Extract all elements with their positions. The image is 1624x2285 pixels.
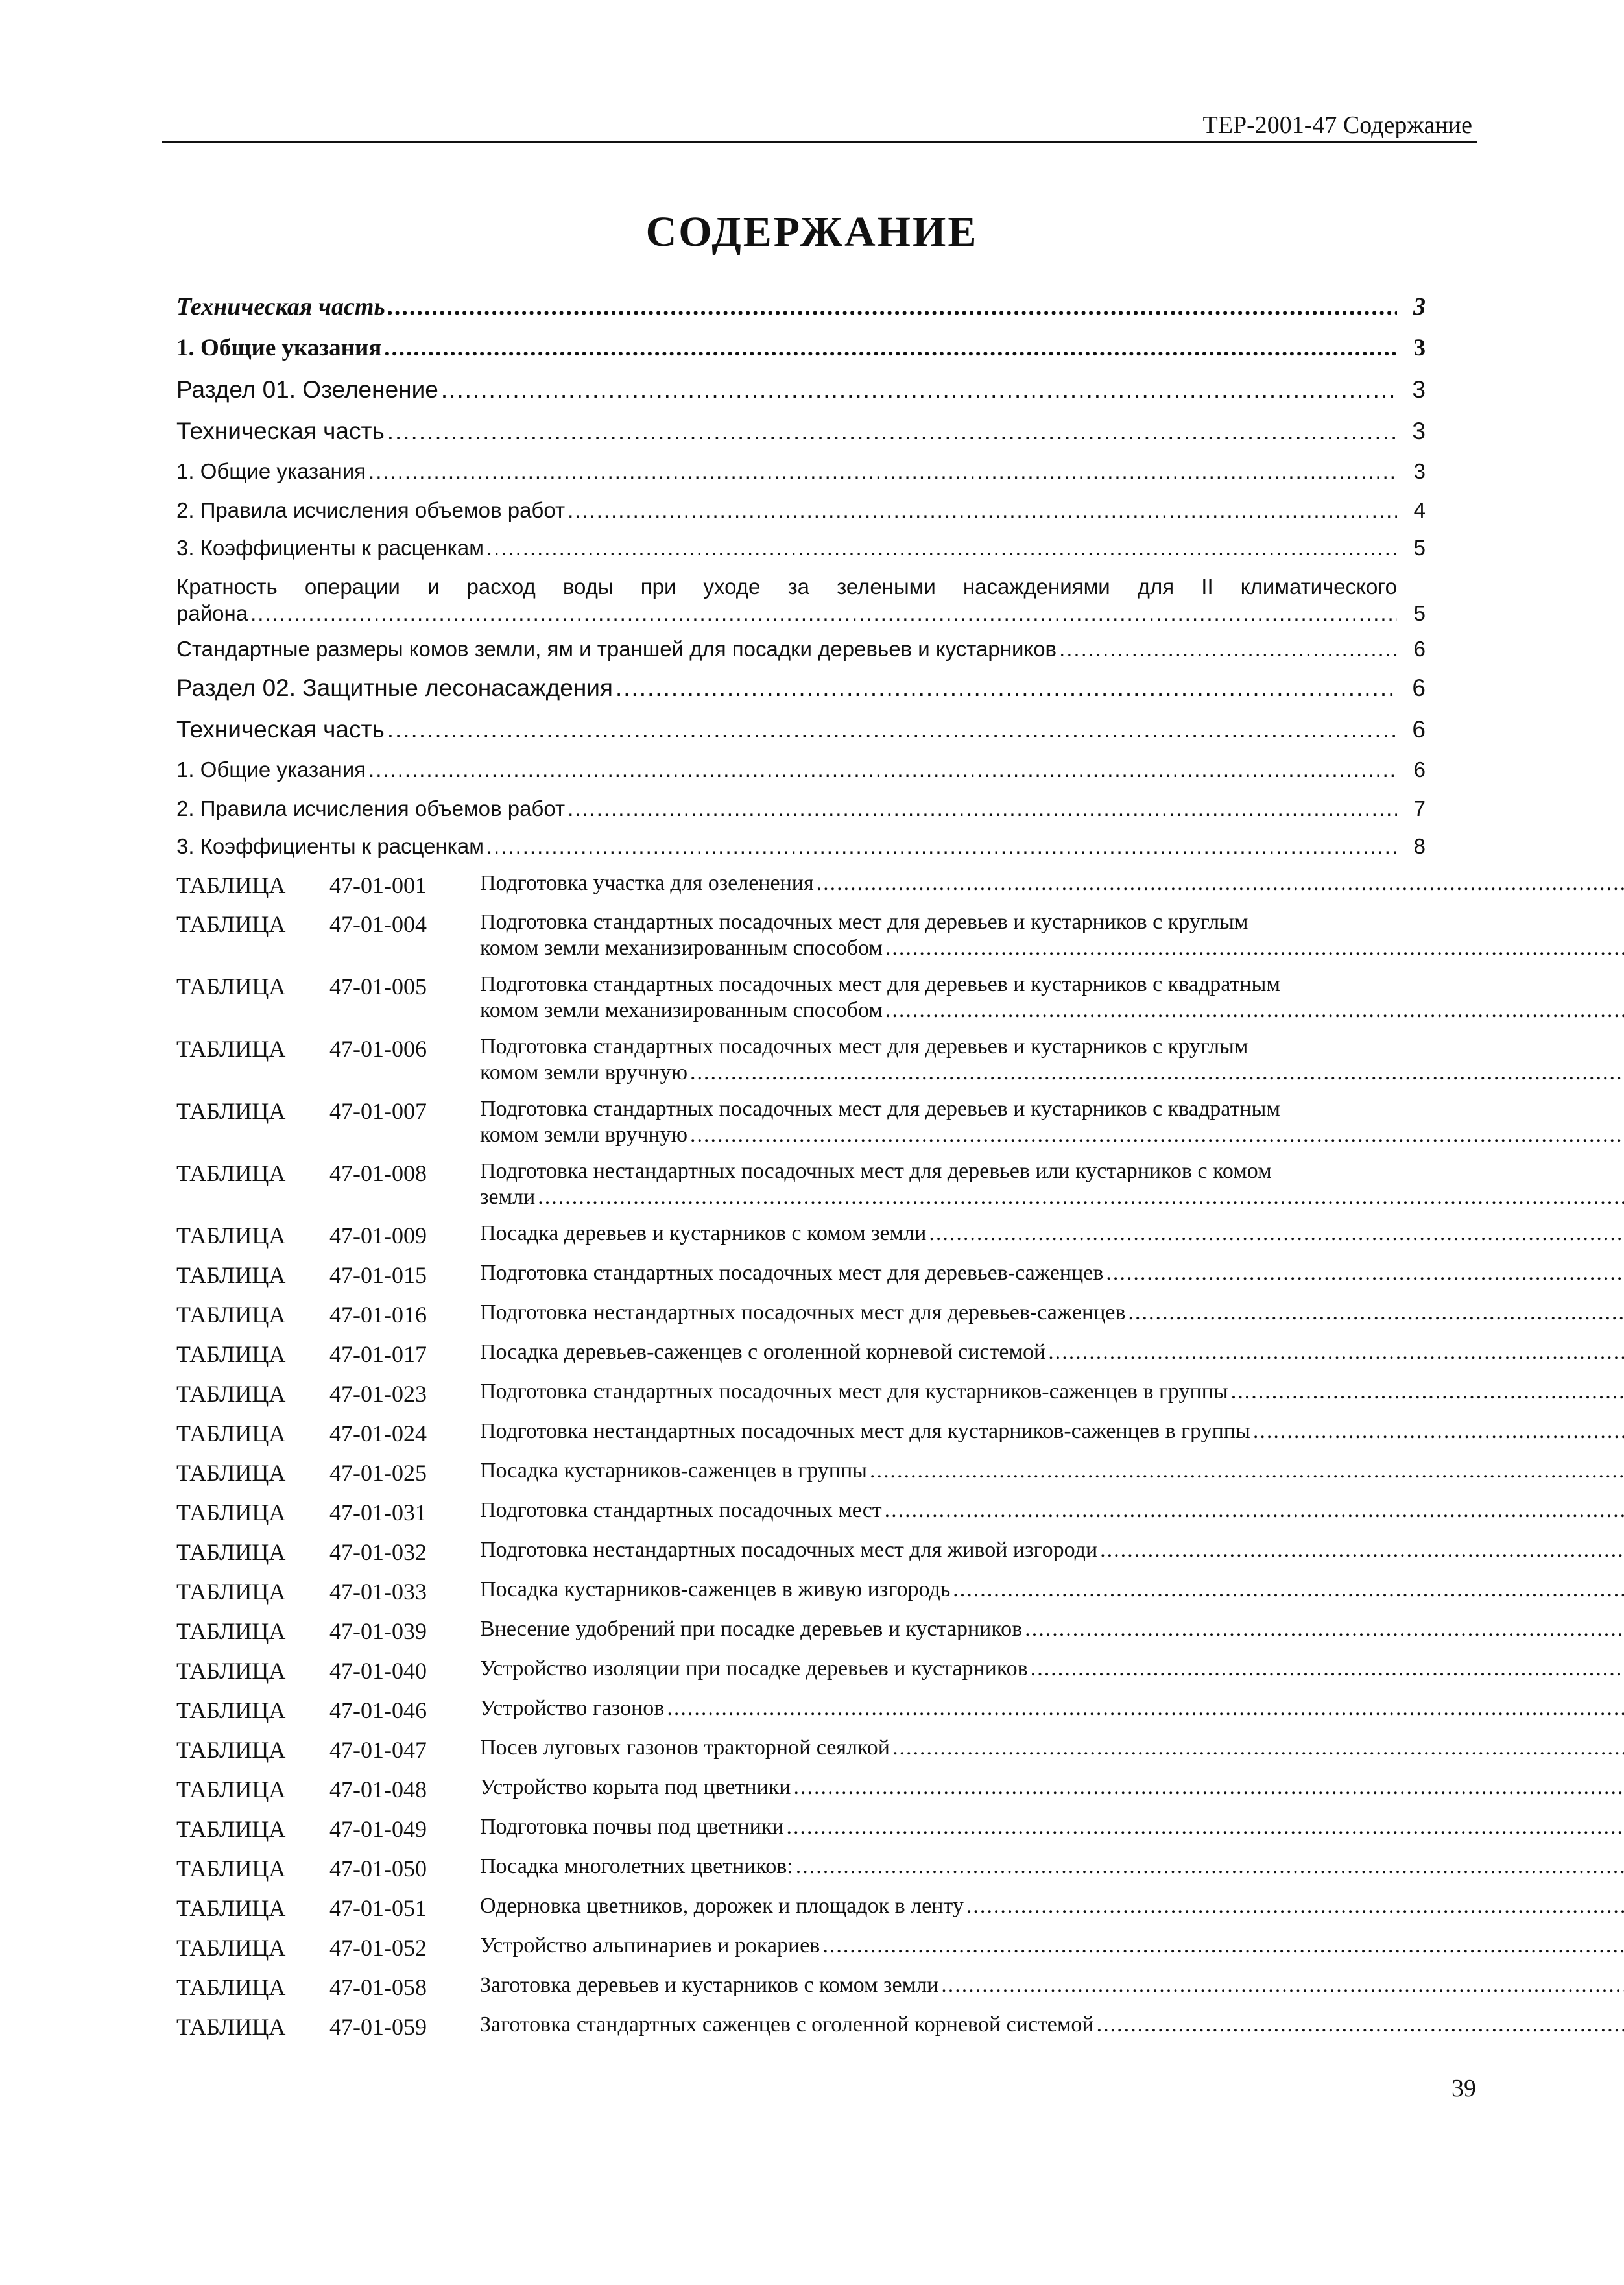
toc-entry[interactable]: 1. Общие указания ..... 3 (176, 458, 1426, 497)
toc-entry[interactable]: Стандартные размеры комов земли, ям и траншей для посадки деревьев и кустарников ..... 6 (176, 636, 1426, 673)
table-row[interactable]: ТАБЛИЦА 47-01-033 Посадка кустарников-саженцев в живую изгородь ..... (176, 1577, 1426, 1616)
table-row[interactable]: ТАБЛИЦА 47-01-032 Подготовка нестандартных посадочных мест для живой изгороди ..... (176, 1537, 1426, 1577)
table-row[interactable]: ТАБЛИЦА 47-01-039 Внесение удобрений при посадке деревьев и кустарников ..... (176, 1616, 1426, 1656)
toc-entry[interactable]: Кратность операции и расход воды при уходе за зелеными насаждениями для II климатического района ..... 5 (176, 573, 1426, 636)
table-row[interactable]: ТАБЛИЦА 47-01-004 Подготовка стандартных посадочных мест для деревьев и кустарников с круглым комом земли механизированным способом ..... (176, 909, 1426, 972)
toc-entry[interactable]: Техническая часть ..... 3 (176, 416, 1426, 458)
toc-entry[interactable]: 2. Правила исчисления объемов работ ..... 7 (176, 795, 1426, 833)
page-title: СОДЕРЖАНИЕ (645, 208, 979, 256)
table-row[interactable]: ТАБЛИЦА 47-01-006 Подготовка стандартных посадочных мест для деревьев и кустарников с круглым комом земли вручную ..... (176, 1034, 1426, 1096)
table-row[interactable]: ТАБЛИЦА 47-01-009 Посадка деревьев и кустарников с комом земли ..... (176, 1221, 1426, 1260)
toc-entry[interactable]: Техническая часть ..... 3 (176, 292, 1426, 333)
table-row[interactable]: ТАБЛИЦА 47-01-058 Заготовка деревьев и кустарников с комом земли ..... (176, 1972, 1426, 2012)
table-row[interactable]: ТАБЛИЦА 47-01-052 Устройство альпинариев и рокариев ..... (176, 1933, 1426, 1972)
table-row[interactable]: ТАБЛИЦА 47-01-005 Подготовка стандартных посадочных мест для деревьев и кустарников с квадратным комом земли механизированным способом ..... (176, 972, 1426, 1034)
table-row[interactable]: ТАБЛИЦА 47-01-059 Заготовка стандартных саженцев с оголенной корневой системой ..... (176, 2012, 1426, 2052)
toc-entry[interactable]: Техническая часть ..... 6 (176, 715, 1426, 756)
table-row[interactable]: ТАБЛИЦА 47-01-024 Подготовка нестандартных посадочных мест для кустарников-саженцев в группы ..... (176, 1418, 1426, 1458)
page-header (162, 107, 1477, 143)
table-row[interactable]: ТАБЛИЦА 47-01-049 Подготовка почвы под цветники ..... (176, 1814, 1426, 1854)
table-of-contents (176, 292, 1426, 2052)
tables-list (176, 870, 1426, 2052)
table-row[interactable]: ТАБЛИЦА 47-01-007 Подготовка стандартных посадочных мест для деревьев и кустарников с квадратным комом земли вручную ..... (176, 1096, 1426, 1158)
table-row[interactable]: ТАБЛИЦА 47-01-008 Подготовка нестандартных посадочных мест для деревьев или кустарников с комом земли ..... (176, 1158, 1426, 1221)
toc-entry[interactable]: 3. Коэффициенты к расценкам ..... 5 (176, 534, 1426, 573)
toc-entry[interactable]: 2. Правила исчисления объемов работ ..... 4 (176, 497, 1426, 534)
toc-entry[interactable]: 3. Коэффициенты к расценкам ..... 8 (176, 833, 1426, 870)
header-title: ТЕР-2001-47 Содержание (1202, 112, 1472, 139)
table-row[interactable]: ТАБЛИЦА 47-01-031 Подготовка стандартных посадочных мест ..... (176, 1498, 1426, 1537)
table-row[interactable]: ТАБЛИЦА 47-01-025 Посадка кустарников-саженцев в группы ..... (176, 1458, 1426, 1498)
table-row[interactable]: ТАБЛИЦА 47-01-016 Подготовка нестандартных посадочных мест для деревьев-саженцев ..... (176, 1300, 1426, 1339)
table-row[interactable]: ТАБЛИЦА 47-01-050 Посадка многолетних цветников: ..... (176, 1854, 1426, 1893)
table-row[interactable]: ТАБЛИЦА 47-01-001 Подготовка участка для озеленения ..... (176, 870, 1426, 909)
page-number: 39 (1451, 2075, 1476, 2102)
table-row[interactable]: ТАБЛИЦА 47-01-017 Посадка деревьев-саженцев с оголенной корневой системой ..... (176, 1339, 1426, 1379)
toc-entry[interactable]: Раздел 01. Озеленение ..... 3 (176, 375, 1426, 416)
toc-entry[interactable]: Раздел 02. Защитные лесонасаждения ..... 6 (176, 673, 1426, 715)
table-row[interactable]: ТАБЛИЦА 47-01-047 Посев луговых газонов тракторной сеялкой ..... (176, 1735, 1426, 1775)
table-row[interactable]: ТАБЛИЦА 47-01-015 Подготовка стандартных посадочных мест для деревьев-саженцев ..... (176, 1260, 1426, 1300)
toc-entry[interactable]: 1. Общие указания ..... 6 (176, 756, 1426, 795)
table-row[interactable]: ТАБЛИЦА 47-01-051 Одерновка цветников, дорожек и площадок в ленту ..... (176, 1893, 1426, 1933)
toc-entry[interactable]: 1. Общие указания ..... 3 (176, 333, 1426, 375)
table-row[interactable]: ТАБЛИЦА 47-01-048 Устройство корыта под цветники ..... (176, 1775, 1426, 1814)
table-row[interactable]: ТАБЛИЦА 47-01-040 Устройство изоляции при посадке деревьев и кустарников ..... (176, 1656, 1426, 1695)
table-row[interactable]: ТАБЛИЦА 47-01-046 Устройство газонов ..... (176, 1695, 1426, 1735)
table-row[interactable]: ТАБЛИЦА 47-01-023 Подготовка стандартных посадочных мест для кустарников-саженцев в группы ..... (176, 1379, 1426, 1418)
